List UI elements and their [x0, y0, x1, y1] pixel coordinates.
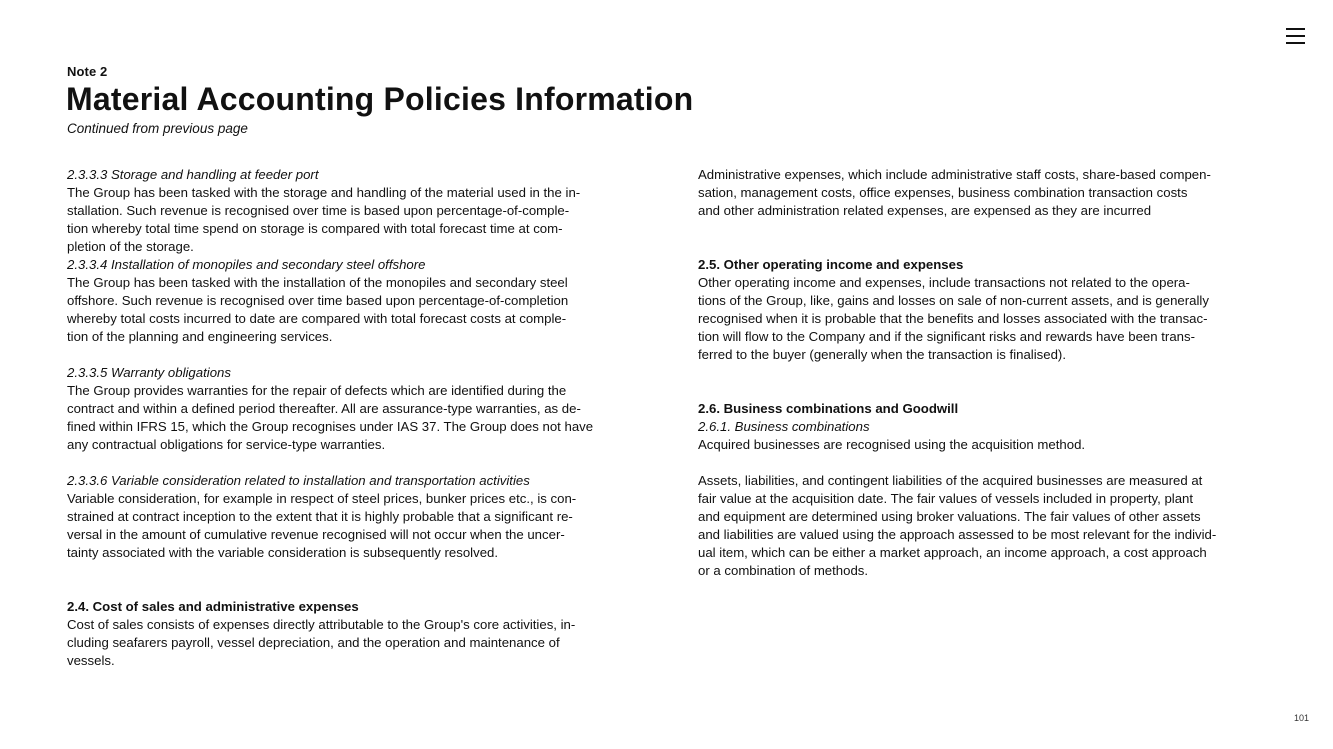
- section-2-4: [67, 598, 637, 670]
- paragraph-line: contract and within a defined period thereafter. All are assurance-type warranties, as de-: [67, 401, 581, 416]
- page-number: 101: [1294, 713, 1310, 723]
- paragraph-line: Variable consideration, for example in respect of steel prices, bunker prices etc., is con-: [67, 491, 577, 506]
- paragraph-line: The Group provides warranties for the repair of defects which are identified during the: [67, 383, 567, 398]
- paragraph-line: pletion of the storage.: [67, 239, 194, 254]
- section-heading: 2.5. Other operating income and expenses: [698, 257, 964, 272]
- section-2-3-3-6: [67, 472, 637, 562]
- spacer: [67, 562, 637, 598]
- section-2-5: [698, 256, 1268, 364]
- assets-liabilities-paragraph: [698, 472, 1268, 580]
- paragraph-line: and equipment are determined using broker valuations. The fair values of other assets: [698, 509, 1201, 524]
- paragraph-line: strained at contract inception to the extent that it is highly probable that a significant re-: [67, 509, 573, 524]
- section-2-3-3-4: [67, 256, 637, 346]
- spacer: [698, 364, 1268, 400]
- paragraph-line: tion of the planning and engineering services.: [67, 329, 333, 344]
- hamburger-menu-icon[interactable]: [1286, 27, 1306, 45]
- section-heading: 2.3.3.4 Installation of monopiles and secondary steel offshore: [67, 257, 426, 272]
- paragraph-line: Administrative expenses, which include administrative staff costs, share-based compen-: [698, 167, 1211, 182]
- spacer: [698, 454, 1268, 472]
- paragraph-line: ferred to the buyer (generally when the transaction is finalised).: [698, 347, 1066, 362]
- menu-bar-bottom: [1286, 42, 1305, 44]
- page-subtitle: Continued from previous page: [67, 121, 248, 136]
- note-label: Note 2: [67, 64, 108, 79]
- section-heading: 2.4. Cost of sales and administrative expenses: [67, 599, 359, 614]
- paragraph-line: sation, management costs, office expenses, business combination transaction costs: [698, 185, 1188, 200]
- left-column: [67, 166, 637, 670]
- paragraph-line: tion will flow to the Company and if the significant risks and rewards have been trans-: [698, 329, 1195, 344]
- paragraph-line: The Group has been tasked with the storage and handling of the material used in the in-: [67, 185, 581, 200]
- paragraph-line: offshore. Such revenue is recognised over time based upon percentage-of-completion: [67, 293, 569, 308]
- paragraph-line: Assets, liabilities, and contingent liabilities of the acquired businesses are measured at: [698, 473, 1203, 488]
- section-heading: 2.3.3.5 Warranty obligations: [67, 365, 231, 380]
- paragraph-line: recognised when it is probable that the benefits and losses associated with the transac-: [698, 311, 1208, 326]
- paragraph-line: tions of the Group, like, gains and losses on sale of non-current assets, and is generally: [698, 293, 1209, 308]
- section-subheading: 2.6.1. Business combinations: [698, 419, 870, 434]
- section-2-3-3-5: [67, 364, 637, 454]
- paragraph-line: whereby total costs incurred to date are compared with total forecast costs at comple-: [67, 311, 567, 326]
- section-heading: 2.3.3.6 Variable consideration related to installation and transportation activities: [67, 473, 530, 488]
- section-heading: 2.6. Business combinations and Goodwill: [698, 401, 959, 416]
- menu-bar-middle: [1286, 35, 1305, 37]
- paragraph-line: Acquired businesses are recognised using the acquisition method.: [698, 437, 1086, 452]
- paragraph-line: tion whereby total time spend on storage is compared with total forecast time at com-: [67, 221, 563, 236]
- page-title: Material Accounting Policies Information: [66, 81, 694, 117]
- right-column: [698, 166, 1268, 580]
- paragraph-line: stallation. Such revenue is recognised over time is based upon percentage-of-comple-: [67, 203, 570, 218]
- section-2-6: [698, 400, 1268, 454]
- paragraph-line: and other administration related expenses, are expensed as they are incurred: [698, 203, 1152, 218]
- spacer: [698, 220, 1268, 256]
- administrative-expenses-paragraph: [698, 166, 1268, 220]
- paragraph-line: cluding seafarers payroll, vessel depreciation, and the operation and maintenance of: [67, 635, 560, 650]
- spacer: [67, 346, 637, 364]
- menu-bar-top: [1286, 28, 1305, 30]
- paragraph-line: Other operating income and expenses, include transactions not related to the opera-: [698, 275, 1190, 290]
- paragraph-line: versal in the amount of cumulative revenue recognised will not occur when the uncer-: [67, 527, 565, 542]
- paragraph-line: and liabilities are valued using the approach assessed to be most relevant for the individ-: [698, 527, 1217, 542]
- spacer: [67, 454, 637, 472]
- section-2-3-3-3: [67, 166, 637, 256]
- paragraph-line: fair value at the acquisition date. The fair values of vessels included in property, plant: [698, 491, 1194, 506]
- paragraph-line: fined within IFRS 15, which the Group recognises under IAS 37. The Group does not have: [67, 419, 594, 434]
- paragraph-line: any contractual obligations for service-type warranties.: [67, 437, 386, 452]
- paragraph-line: Cost of sales consists of expenses directly attributable to the Group's core activities, in-: [67, 617, 576, 632]
- paragraph-line: The Group has been tasked with the installation of the monopiles and secondary steel: [67, 275, 568, 290]
- section-heading: 2.3.3.3 Storage and handling at feeder port: [67, 167, 319, 182]
- paragraph-line: ual item, which can be either a market approach, an income approach, a cost approach: [698, 545, 1207, 560]
- paragraph-line: tainty associated with the variable consideration is subsequently resolved.: [67, 545, 499, 560]
- paragraph-line: or a combination of methods.: [698, 563, 869, 578]
- paragraph-line: vessels.: [67, 653, 115, 668]
